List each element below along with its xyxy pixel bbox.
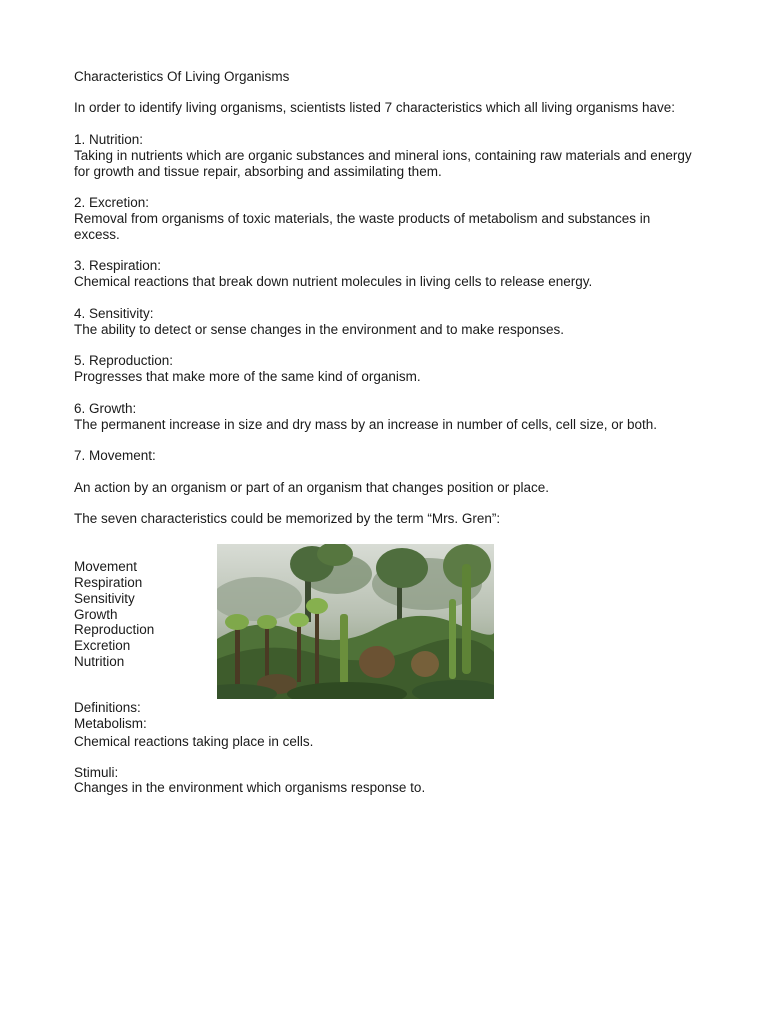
definition-text-stimuli: Changes in the environment which organisms response to. — [74, 780, 426, 795]
mnemonic-item: Nutrition — [74, 654, 125, 669]
section-text-movement: An action by an organism or part of an organism that changes position or place. — [74, 480, 550, 495]
mnemonic-item: Sensitivity — [74, 591, 135, 606]
mnemonic-item: Movement — [74, 559, 138, 574]
section-heading-growth: 6. Growth: — [74, 401, 137, 416]
mnemonic-intro: The seven characteristics could be memorized by the term “Mrs. Gren”: — [74, 511, 501, 526]
forest-illustration — [217, 544, 494, 699]
section-heading-respiration: 3. Respiration: — [74, 258, 162, 273]
section-heading-sensitivity: 4. Sensitivity: — [74, 306, 154, 321]
definitions-heading: Definitions: — [74, 700, 141, 715]
intro-paragraph: In order to identify living organisms, scientists listed 7 characteristics which all living organisms have: — [74, 100, 676, 115]
section-heading-excretion: 2. Excretion: — [74, 195, 150, 210]
definition-term-metabolism: Metabolism: — [74, 716, 147, 731]
forest-photo — [217, 544, 494, 699]
mnemonic-item: Reproduction — [74, 622, 155, 637]
section-text-respiration: Chemical reactions that break down nutrient molecules in living cells to release energy. — [74, 274, 593, 289]
document-title: Characteristics Of Living Organisms — [74, 69, 290, 84]
section-heading-nutrition: 1. Nutrition: — [74, 132, 144, 147]
mnemonic-item: Growth — [74, 607, 118, 622]
section-text-excretion: Removal from organisms of toxic materials, the waste products of metabolism and substances in excess. — [74, 211, 651, 242]
mnemonic-item: Excretion — [74, 638, 131, 653]
mnemonic-item: Respiration — [74, 575, 143, 590]
section-heading-reproduction: 5. Reproduction: — [74, 353, 174, 368]
section-text-sensitivity: The ability to detect or sense changes in the environment and to make responses. — [74, 322, 565, 337]
section-text-growth: The permanent increase in size and dry mass by an increase in number of cells, cell size, or both. — [74, 417, 658, 432]
definition-term-stimuli: Stimuli: — [74, 765, 119, 780]
section-heading-movement: 7. Movement: — [74, 448, 156, 463]
section-text-reproduction: Progresses that make more of the same kind of organism. — [74, 369, 421, 384]
definition-text-metabolism: Chemical reactions taking place in cells. — [74, 734, 314, 749]
section-text-nutrition: Taking in nutrients which are organic substances and mineral ions, containing raw materials and energy for growth and tissue repair, absorbing and assimilating them. — [74, 148, 692, 179]
